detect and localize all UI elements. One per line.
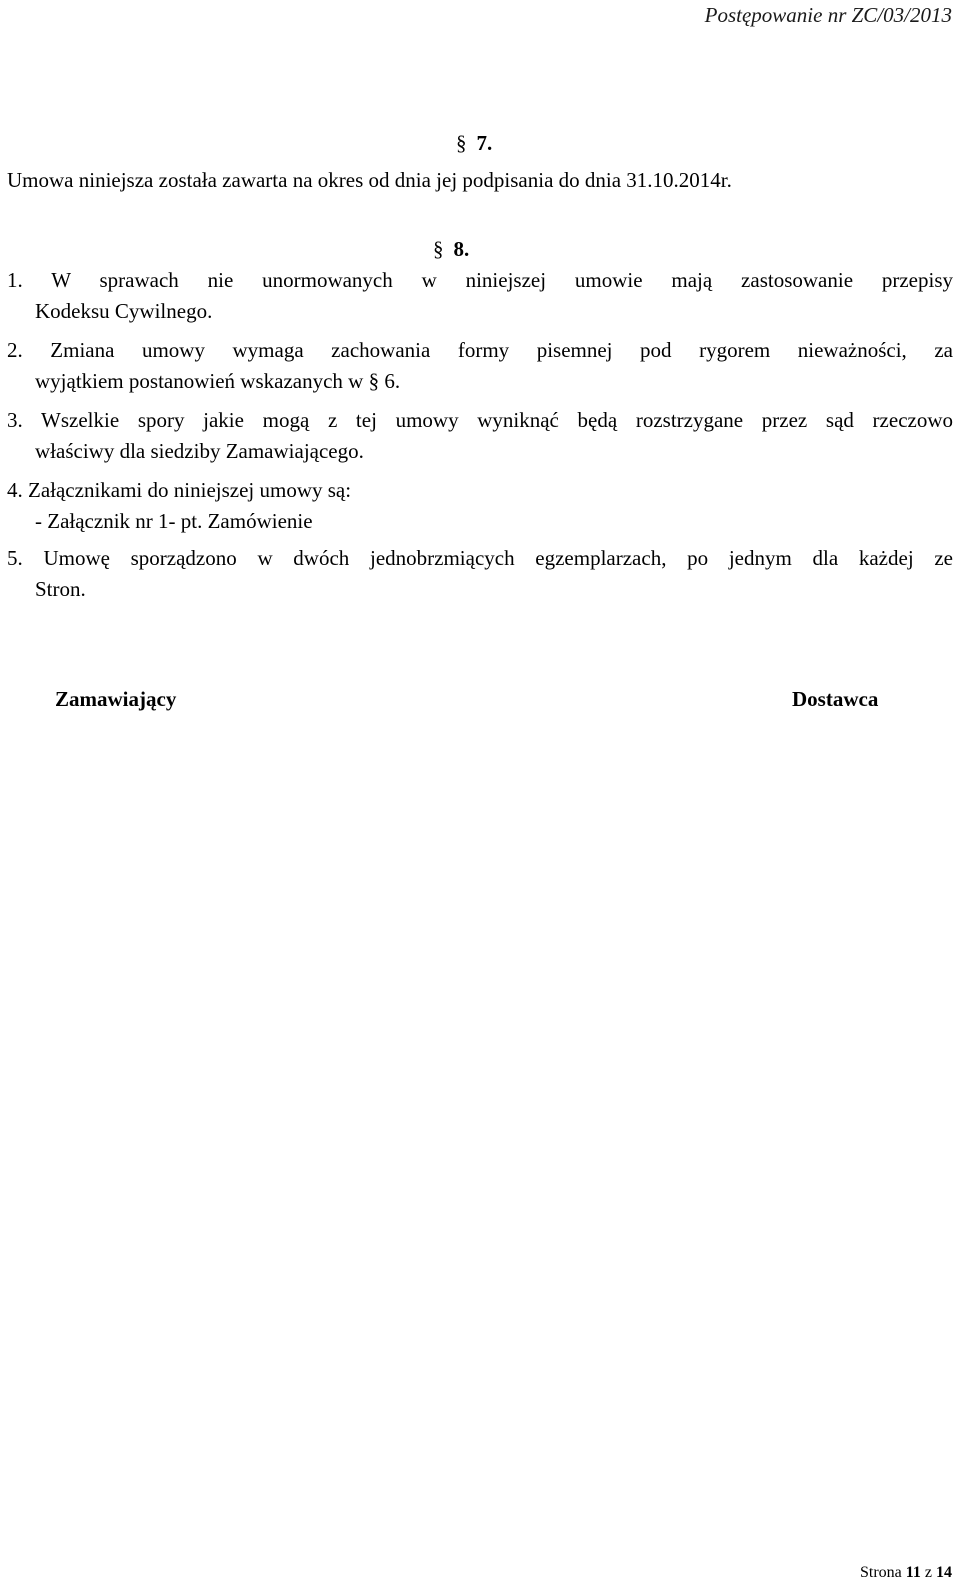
section-number: 8. xyxy=(453,237,470,261)
clause-line: wyjątkiem postanowień wskazanych w § 6. xyxy=(35,369,401,393)
signature-zamawiajacy: Zamawiający xyxy=(55,687,177,711)
clause-3 xyxy=(7,405,953,467)
clause-line: - Załącznik nr 1- pt. Zamówienie xyxy=(35,509,313,533)
clause-1 xyxy=(7,265,953,327)
document-reference: Postępowanie nr ZC/03/2013 xyxy=(704,3,952,27)
footer-page-number: 11 xyxy=(905,1564,921,1581)
section-mark: § xyxy=(456,131,467,155)
clause-4 xyxy=(7,475,953,537)
section-7-text: Umowa niniejsza została zawarta na okres od dnia jej podpisania do dnia 31.10.2014r. xyxy=(7,168,732,192)
clause-line: 1. W sprawach nie unormowanych w niniejszej umowie mają zastosowanie przepisy xyxy=(7,268,953,292)
clause-5 xyxy=(7,543,953,605)
clause-line: 2. Zmiana umowy wymaga zachowania formy pisemnej pod rygorem nieważności, za xyxy=(7,338,953,362)
footer-page-total: 14 xyxy=(936,1564,952,1581)
section-8-heading xyxy=(433,236,469,262)
section-mark: § xyxy=(433,237,444,261)
signature-dostawca: Dostawca xyxy=(792,687,879,711)
clause-line: właściwy dla siedziby Zamawiającego. xyxy=(35,439,364,463)
clause-line: 3. Wszelkie spory jakie mogą z tej umowy wyniknąć będą rozstrzygane przez sąd rzeczowo xyxy=(7,408,953,432)
clause-line: 4. Załącznikami do niniejszej umowy są: xyxy=(7,478,352,502)
footer-separator: z xyxy=(924,1564,932,1581)
footer-prefix: Strona xyxy=(859,1564,902,1581)
page-footer xyxy=(860,1563,952,1583)
clause-line: 5. Umowę sporządzono w dwóch jednobrzmiących egzemplarzach, po jednym dla każdej ze xyxy=(7,546,953,570)
clause-line: Stron. xyxy=(35,577,86,601)
clause-2 xyxy=(7,335,953,397)
section-number: 7. xyxy=(476,131,493,155)
section-7-heading xyxy=(456,130,492,156)
clause-line: Kodeksu Cywilnego. xyxy=(35,299,213,323)
